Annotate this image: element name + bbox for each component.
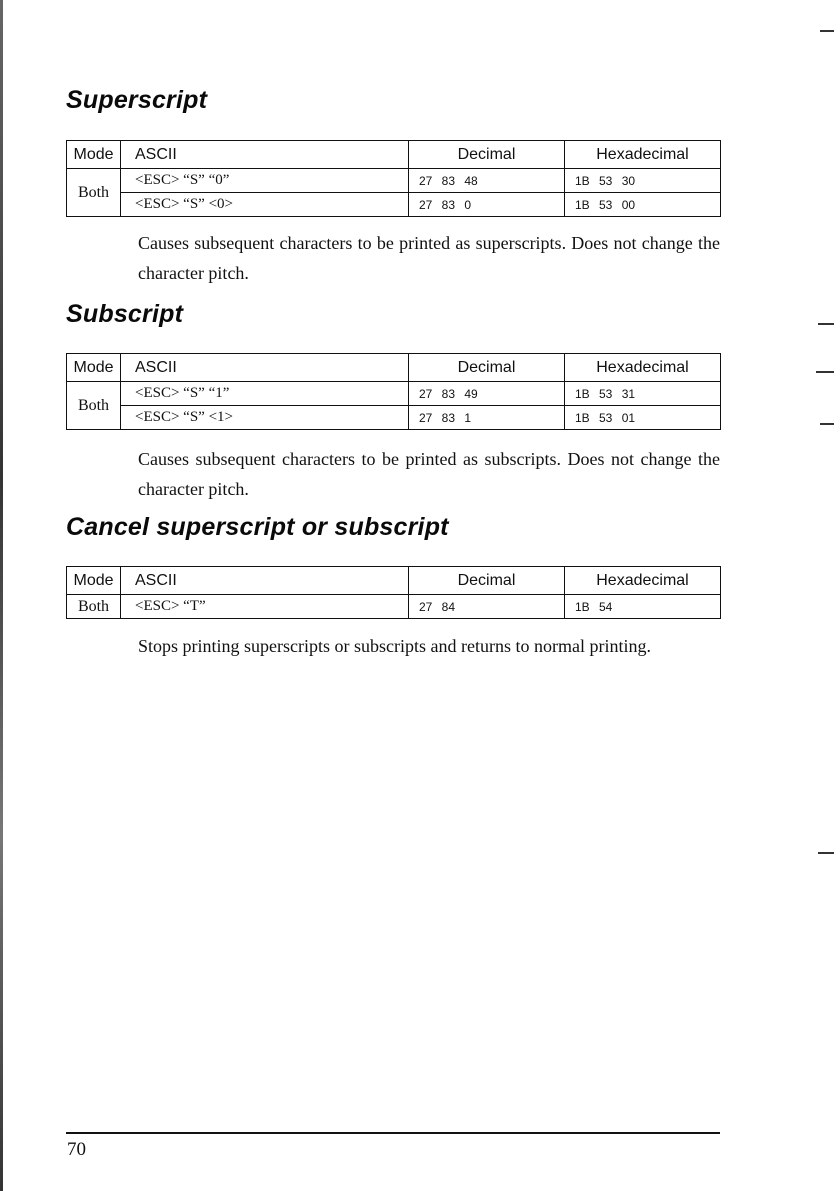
scan-right-edge-marks bbox=[810, 0, 840, 1191]
ascii-cell: <ESC> “S” “0” bbox=[121, 169, 409, 193]
header-decimal: Decimal bbox=[409, 141, 565, 169]
header-ascii: ASCII bbox=[121, 354, 409, 382]
header-ascii: ASCII bbox=[121, 141, 409, 169]
scan-left-edge bbox=[0, 0, 3, 1191]
header-mode: Mode bbox=[67, 567, 121, 595]
ascii-cell: <ESC> “T” bbox=[121, 595, 409, 619]
table-header-row bbox=[67, 567, 721, 595]
header-mode: Mode bbox=[67, 354, 121, 382]
decimal-cell: 27 83 0 bbox=[409, 193, 565, 217]
table-row bbox=[67, 193, 721, 217]
table-row bbox=[67, 406, 721, 430]
header-hexadecimal: Hexadecimal bbox=[565, 567, 721, 595]
table-header-row bbox=[67, 141, 721, 169]
section-description-cancel: Stops printing superscripts or subscripts and returns to normal printing. bbox=[138, 636, 651, 656]
header-decimal: Decimal bbox=[409, 567, 565, 595]
header-mode: Mode bbox=[67, 141, 121, 169]
mode-cell: Both bbox=[67, 595, 121, 619]
hex-cell: 1B 54 bbox=[565, 595, 721, 619]
footer-rule bbox=[66, 1132, 720, 1134]
header-hexadecimal: Hexadecimal bbox=[565, 141, 721, 169]
decimal-cell: 27 84 bbox=[409, 595, 565, 619]
decimal-cell: 27 83 1 bbox=[409, 406, 565, 430]
ascii-cell: <ESC> “S” “1” bbox=[121, 382, 409, 406]
page-number: 70 bbox=[67, 1139, 86, 1160]
command-table-subscript bbox=[66, 353, 721, 430]
ascii-cell: <ESC> “S” <0> bbox=[121, 193, 409, 217]
header-ascii: ASCII bbox=[121, 567, 409, 595]
section-title-cancel: Cancel superscript or subscript bbox=[66, 513, 449, 541]
section-description-superscript: Causes subsequent characters to be printed as superscripts. Does not change the character pitch. bbox=[138, 233, 720, 283]
header-hexadecimal: Hexadecimal bbox=[565, 354, 721, 382]
section-title-subscript: Subscript bbox=[66, 300, 184, 328]
hex-cell: 1B 53 30 bbox=[565, 169, 721, 193]
decimal-cell: 27 83 49 bbox=[409, 382, 565, 406]
decimal-cell: 27 83 48 bbox=[409, 169, 565, 193]
header-decimal: Decimal bbox=[409, 354, 565, 382]
table-row bbox=[67, 595, 721, 619]
mode-cell: Both bbox=[67, 169, 121, 217]
mode-cell: Both bbox=[67, 382, 121, 430]
section-description-subscript: Causes subsequent characters to be printed as subscripts. Does not change the character pitch. bbox=[138, 449, 720, 499]
command-table-cancel bbox=[66, 566, 721, 619]
table-header-row bbox=[67, 354, 721, 382]
table-row bbox=[67, 169, 721, 193]
hex-cell: 1B 53 31 bbox=[565, 382, 721, 406]
command-table-superscript bbox=[66, 140, 721, 217]
hex-cell: 1B 53 01 bbox=[565, 406, 721, 430]
hex-cell: 1B 53 00 bbox=[565, 193, 721, 217]
ascii-cell: <ESC> “S” <1> bbox=[121, 406, 409, 430]
table-row bbox=[67, 382, 721, 406]
section-title-superscript: Superscript bbox=[66, 86, 208, 114]
